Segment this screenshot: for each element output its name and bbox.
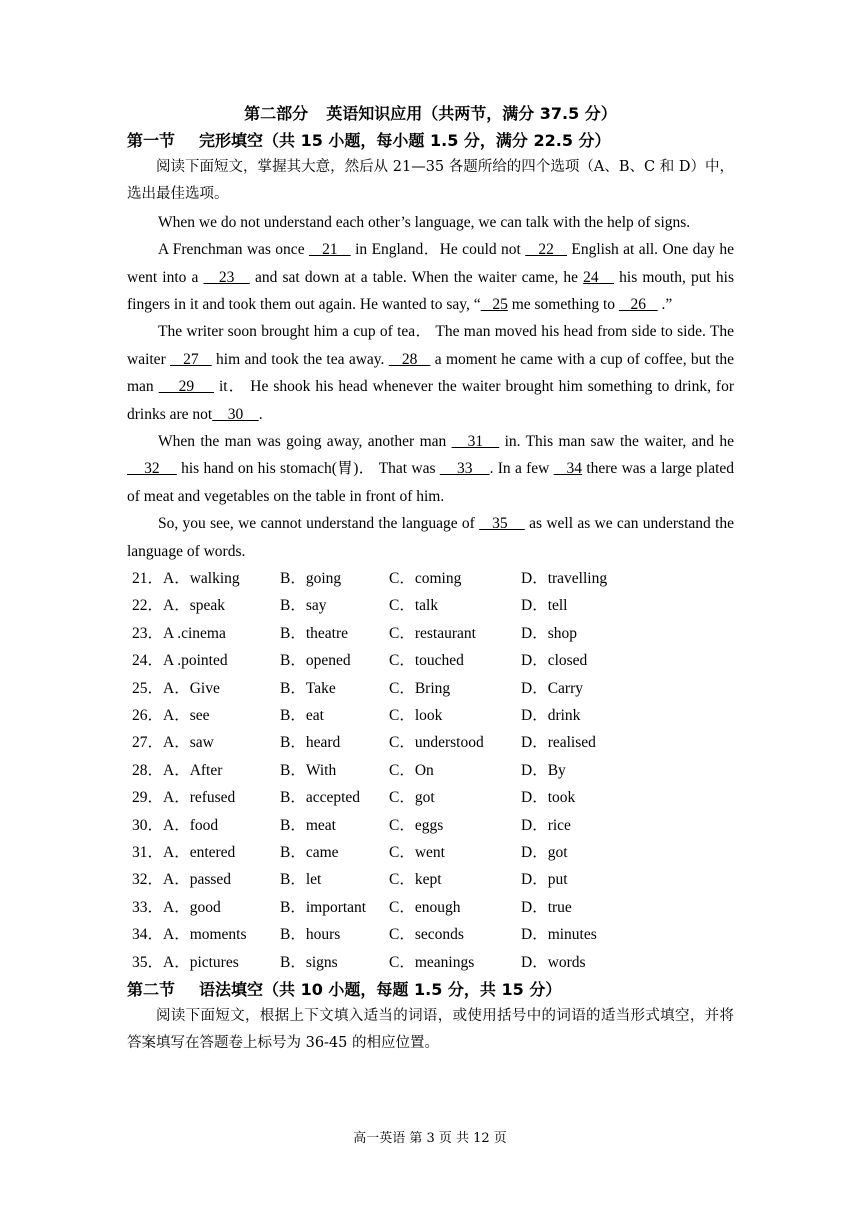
blank-30: 30 [212,405,259,423]
blank-29: 29 [158,378,214,396]
option-row-32: 32．A．passed B．let C．kept D．put [132,871,568,889]
option-row-23: 23．A .cinema B．theatre C．restaurant D．shop [132,624,577,642]
blank-25: 25 [480,296,508,314]
page-footer: 高一英语 第 3 页 共 12 页 [353,1131,507,1146]
option-row-29: 29．A．refused B．accepted C．got D．took [132,789,576,807]
blank-31: 31 [451,433,500,451]
options-list [127,565,734,976]
blank-33: 33 [439,460,490,478]
blank-28: 28 [388,350,431,368]
option-row-30: 30．A．food B．meat C．eggs D．rice [132,816,571,834]
blank-32: 32 [127,460,177,478]
option-row-31: 31．A．entered B．came C．went D．got [132,844,568,861]
passage-paragraph-4: When the man was going away, another man 31 in. This man saw the waiter, and he 32 his hand on his stomach(胃)． That was 33 . In a few 34 there was a large plated of meat and vegetables on the table in front of him. [127,433,735,505]
option-row-33: 33．A．good B．important C．enough D．true [132,898,572,916]
part-title: 第二部分 英语知识应用（共两节，满分 37.5 分） [244,104,617,123]
blank-23: 23 [203,268,250,286]
blank-35: 35 [479,515,525,533]
passage-paragraph-2: A Frenchman was once 21 in England．He could not 22 English at all. One day he went into a 23 and sat down at a table. When the waiter came, he 24 his mouth, put his fingers in it and took them out again. He wanted to say, “ 25 me something to 26 .” [127,241,735,314]
section2-heading: 第二节 语法填空（共 10 小题，每题 1.5 分，共 15 分） [127,979,562,999]
blank-21: 21 [308,241,351,259]
blank-27: 27 [170,350,212,368]
instruction2: 阅读下面短文，根据上下文填入适当的词语，或使用括号中的词语的适当形式填空，并将答案填写在答题卷上标号为 36-45 的相应位置。 [127,1007,734,1052]
blank-26: 26 [618,296,658,314]
section1-heading: 第一节 完形填空（共 15 小题，每小题 1.5 分，满分 22.5 分） [127,131,611,150]
option-row-22: 22．A．speak B．say C．talk D．tell [132,597,568,615]
option-row-24: 24．A .pointed B．opened C．touched D．closed [132,652,588,670]
option-row-26: 26．A．see B．eat C．look D．drink [132,707,581,725]
instruction1: 阅读下面短文，掌握其大意，然后从 21—35 各题所给的四个选项（A、B、C 和 D）中，选出最佳选项。 [127,159,734,203]
option-row-34: 34．A．moments B．hours C．seconds D．minutes [132,926,597,944]
passage-paragraph-5: So, you see, we cannot understand the language of 35 as well as we can understand the language of words. [127,515,735,560]
option-row-35: 35．A．pictures B．signs C．meanings D．words [132,953,586,971]
blank-22: 22 [525,241,567,259]
option-row-21: 21．A．walking B．going C．coming D．travelling [132,570,608,588]
exam-page [127,101,734,1058]
option-row-25: 25．A．Give B．Take C．Bring D．Carry [132,679,583,697]
option-row-27: 27．A．saw B．heard C．understood D．realised [132,734,596,752]
passage-paragraph-3: The writer soon brought him a cup of tea． The man moved his head from side to side. The waiter 27 him and took the tea away. 28 a moment he came with a cup of coffee, but the man 29 it． He shook his head whenever the waiter brought him something to drink, for drinks are not 30 . [127,323,735,423]
blank-34: 34 [553,460,583,478]
option-row-28: 28．A．After B．With C．On D．By [132,761,566,779]
passage-paragraph-1: When we do not understand each other’s language, we can talk with the help of signs. [158,213,691,231]
blank-24: 24 [583,268,615,286]
